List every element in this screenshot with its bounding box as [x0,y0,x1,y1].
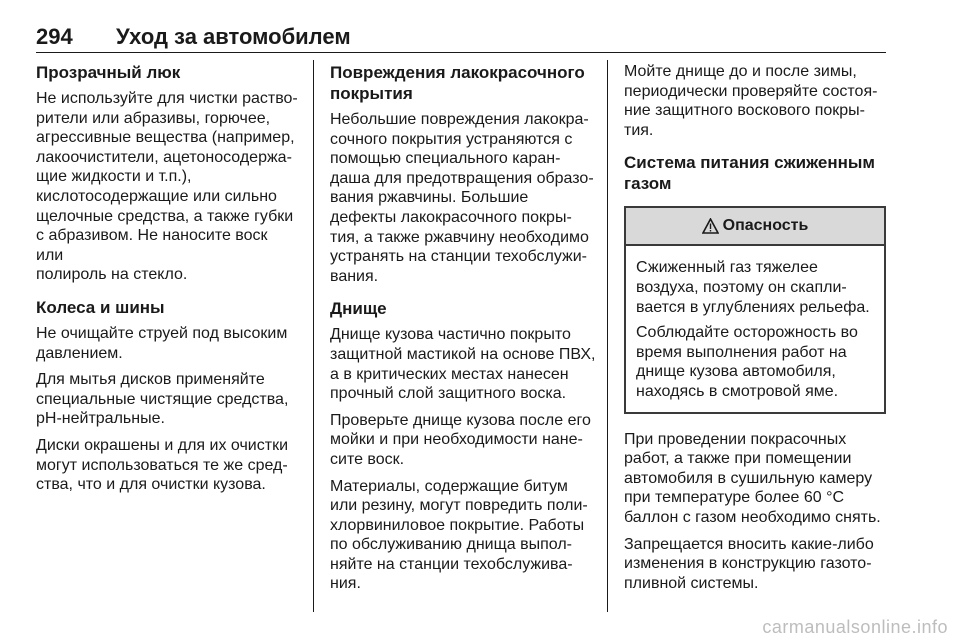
paragraph: Сжиженный газ тяжелее воздуха, поэтому он скапли- вается в углублениях рельефа. [636,259,870,316]
paragraph: Соблюдайте осторожность во время выполнения работ на днище кузова автомобиля, находясь в смотровой яме. [636,324,858,400]
warning-box [624,206,886,413]
chapter-title: Уход за автомобилем [116,24,351,49]
paragraph: Небольшие повреждения лакокра- сочного покрытия устраняются с помощью специального каран- даша для предотвращения образо- вания ржавчины. Большие дефекты лакокрасочного покры- тия, а также ржавчину необходимо устранять на станции техобслужи- вания. [330,111,594,285]
paragraph: Проверьте днище кузова после его мойки и при необходимости нане- сите воск. [330,411,591,468]
page-number: 294 [36,24,73,49]
section-heading-lpg-system: Система питания сжиженным газом [624,153,875,194]
section-heading-wheels: Колеса и шины [36,297,165,317]
warning-header [626,208,884,246]
section-heading-paint-damage: Повреждения лакокрасочного покрытия [330,63,585,103]
paragraph: Не очищайте струей под высоким давлением. [36,324,288,362]
warning-body [626,246,884,411]
paragraph: Запрещается вносить какие-либо изменения в конструкцию газото- пливной системы. [624,535,874,592]
warning-title: Опасность [722,217,809,235]
column-3 [624,62,886,600]
column-divider [313,60,314,612]
column-1 [36,62,298,502]
section-heading-sunroof: Прозрачный люк [36,63,181,82]
section-heading-underbody: Днище [330,299,387,319]
warning-triangle-icon [702,218,719,234]
column-2 [330,62,600,601]
paragraph: Днище кузова частично покрыто защитной мастикой на основе ПВХ, а в критических местах нанесен прочный слой защитного воска. [330,326,596,403]
paragraph: При проведении покрасочных работ, а также при помещении автомобиля в сушильную камеру при температуре более 60 °C баллон с газом необходимо снять. [624,430,881,526]
paragraph: Для мытья дисков применяйте специальные чистящие средства, pH-нейтральные. [36,371,289,428]
paragraph: Не используйте для чистки раство- рители или абразивы, горючее, агрессивные вещества (например, лакоочистители, ацетоносодержа- щие жидкости и т.п.), кислотосодержащие или сильно щелочные средства, а также губки с абразивом. Не наносите воск или полироль на стекло. [36,90,298,284]
watermark: carmanualsonline.info [762,617,948,637]
paragraph: Мойте днище до и после зимы, периодически проверяйте состоя- ние защитного воскового покры- тия. [624,63,878,139]
column-divider [607,60,608,612]
page-header [36,24,886,53]
paragraph: Диски окрашены и для их очистки могут использоваться те же сред- ства, что и для очистки кузова. [36,436,288,494]
paragraph: Материалы, содержащие битум или резину, могут повредить поли- хлорвиниловое покрытие. Работы по обслуживанию днища выпол- няйте на станции техобслужива- ния. [330,477,588,593]
